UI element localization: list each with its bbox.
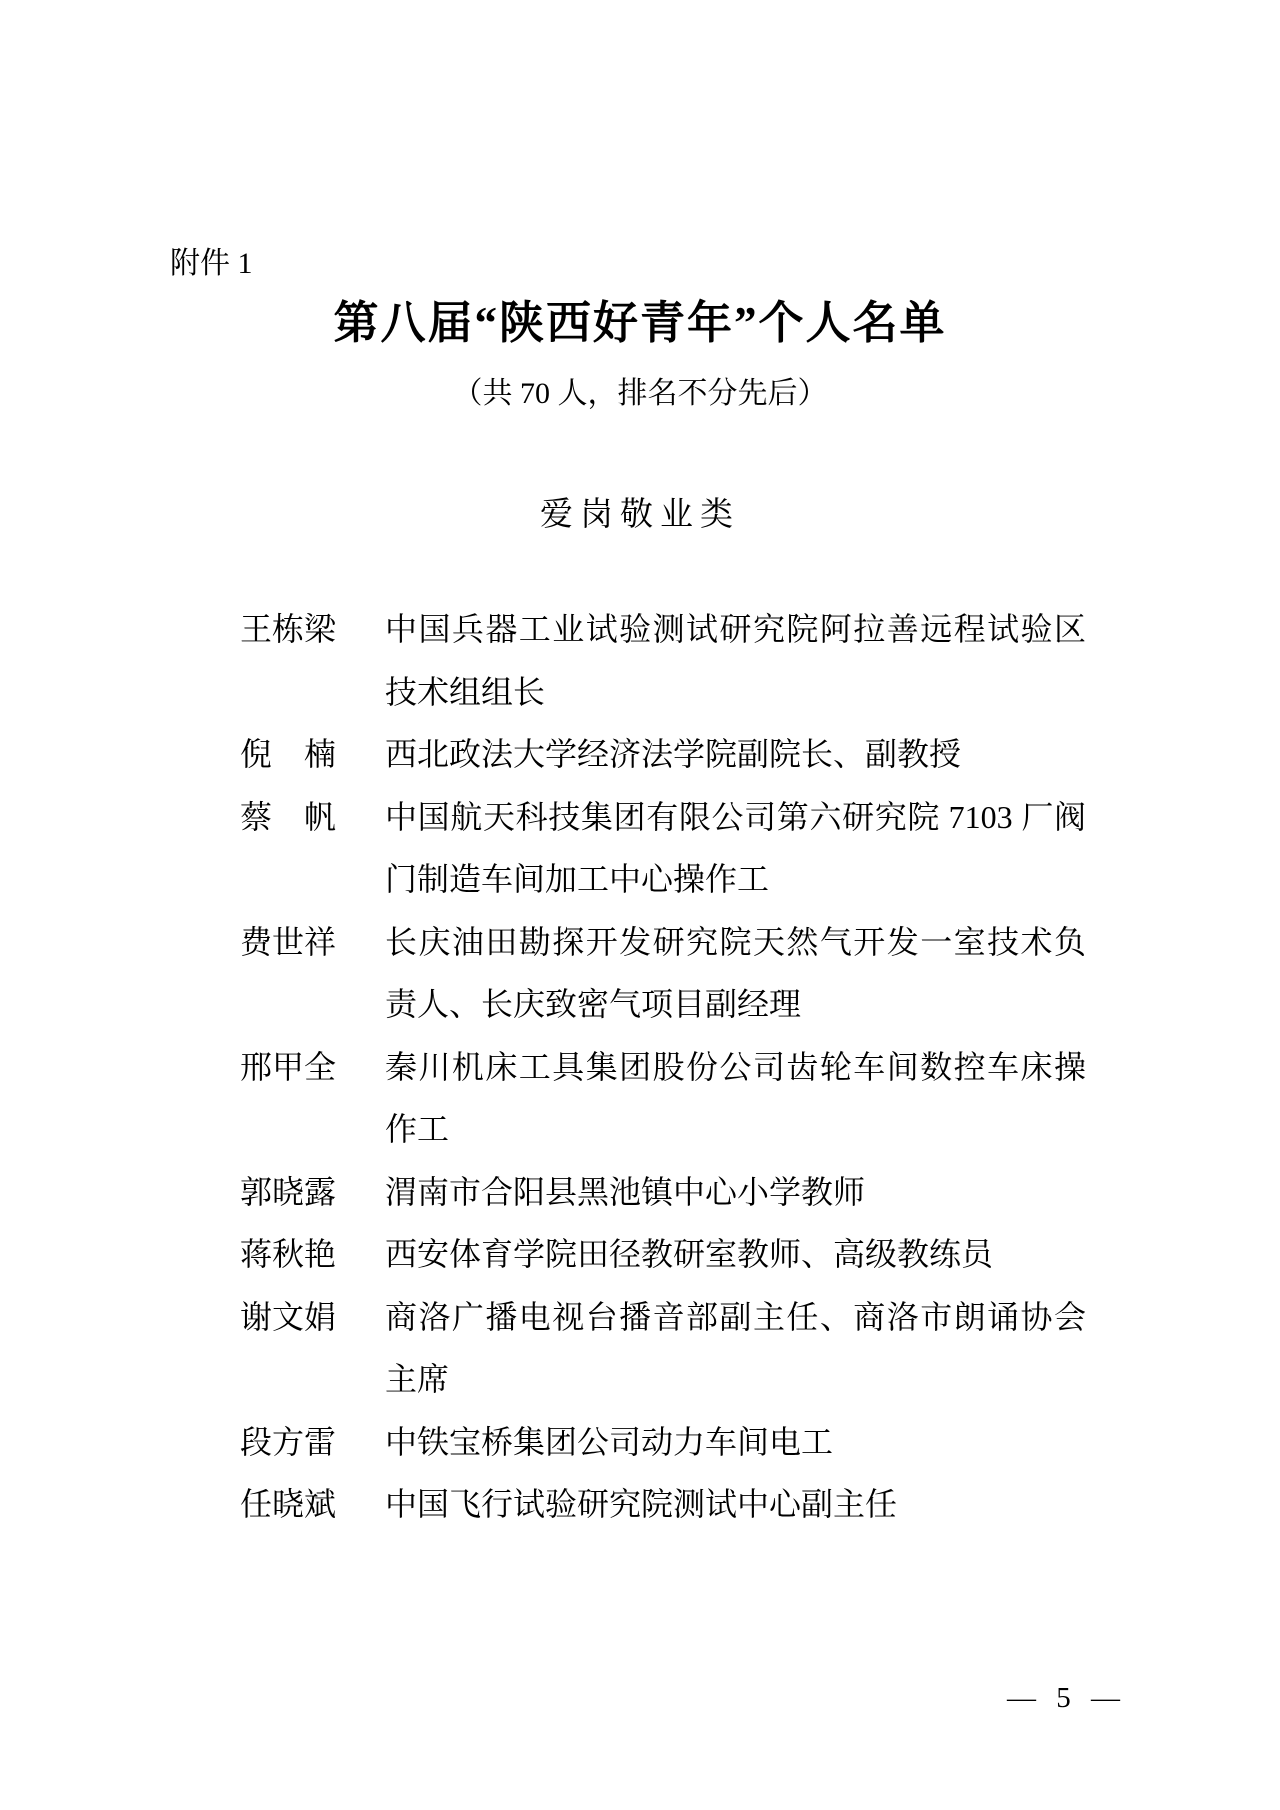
- entry-description: 渭南市合阳县黑池镇中心小学教师: [385, 1173, 866, 1210]
- footer-dash-right: —: [1091, 1682, 1120, 1714]
- entry-name: 倪 楠: [240, 736, 337, 772]
- footer-dash-left: —: [1007, 1682, 1036, 1714]
- entry-description: 商洛广播电视台播音部副主任、商洛市朗诵协会主席: [385, 1298, 1086, 1397]
- entry-description: 西北政法大学经济法学院副院长、副教授: [385, 736, 962, 772]
- list-item: [240, 723, 1086, 786]
- page-footer: [0, 1682, 1120, 1715]
- entry-name: 谢文娟: [240, 1298, 337, 1335]
- entry-description: 中国航天科技集团有限公司第六研究院 7103 厂阀门制造车间加工中心操作工: [385, 798, 1086, 897]
- list-item: [240, 911, 1086, 1036]
- entry-name: 蔡 帆: [240, 798, 337, 835]
- entry-description: 西安体育学院田径教研室教师、高级教练员: [385, 1236, 994, 1272]
- entry-description: 长庆油田勘探开发研究院天然气开发一室技术负责人、长庆致密气项目副经理: [385, 923, 1086, 1022]
- entry-name: 段方雷: [240, 1423, 337, 1460]
- entry-name: 费世祥: [240, 923, 337, 960]
- page-number: 5: [1056, 1682, 1071, 1714]
- entry-name: 邢甲全: [240, 1048, 337, 1085]
- attachment-label: 附件 1: [170, 247, 253, 280]
- list-item: [240, 1473, 1086, 1536]
- entry-name: 王栋梁: [240, 611, 337, 647]
- entry-name: 郭晓露: [240, 1173, 337, 1210]
- list-item: [240, 1036, 1086, 1161]
- awardee-list: [240, 598, 1086, 1536]
- list-item: [240, 1286, 1086, 1411]
- list-item: [240, 786, 1086, 911]
- entry-name: 任晓斌: [240, 1486, 337, 1522]
- entry-description: 中国兵器工业试验测试研究院阿拉善远程试验区技术组组长: [385, 611, 1086, 710]
- document-title: 第八届“陕西好青年”个人名单: [333, 298, 947, 348]
- section-heading: 爱岗敬业类: [540, 497, 740, 533]
- entry-name: 蒋秋艳: [240, 1236, 337, 1272]
- list-item: [240, 1411, 1086, 1474]
- document-subtitle: （共 70 人，排名不分先后）: [452, 377, 828, 410]
- entry-description: 中铁宝桥集团公司动力车间电工: [385, 1423, 834, 1460]
- list-item: [240, 1161, 1086, 1224]
- entry-description: 秦川机床工具集团股份公司齿轮车间数控车床操作工: [385, 1048, 1086, 1147]
- list-item: [240, 598, 1086, 723]
- entry-description: 中国飞行试验研究院测试中心副主任: [385, 1486, 898, 1522]
- list-item: [240, 1223, 1086, 1286]
